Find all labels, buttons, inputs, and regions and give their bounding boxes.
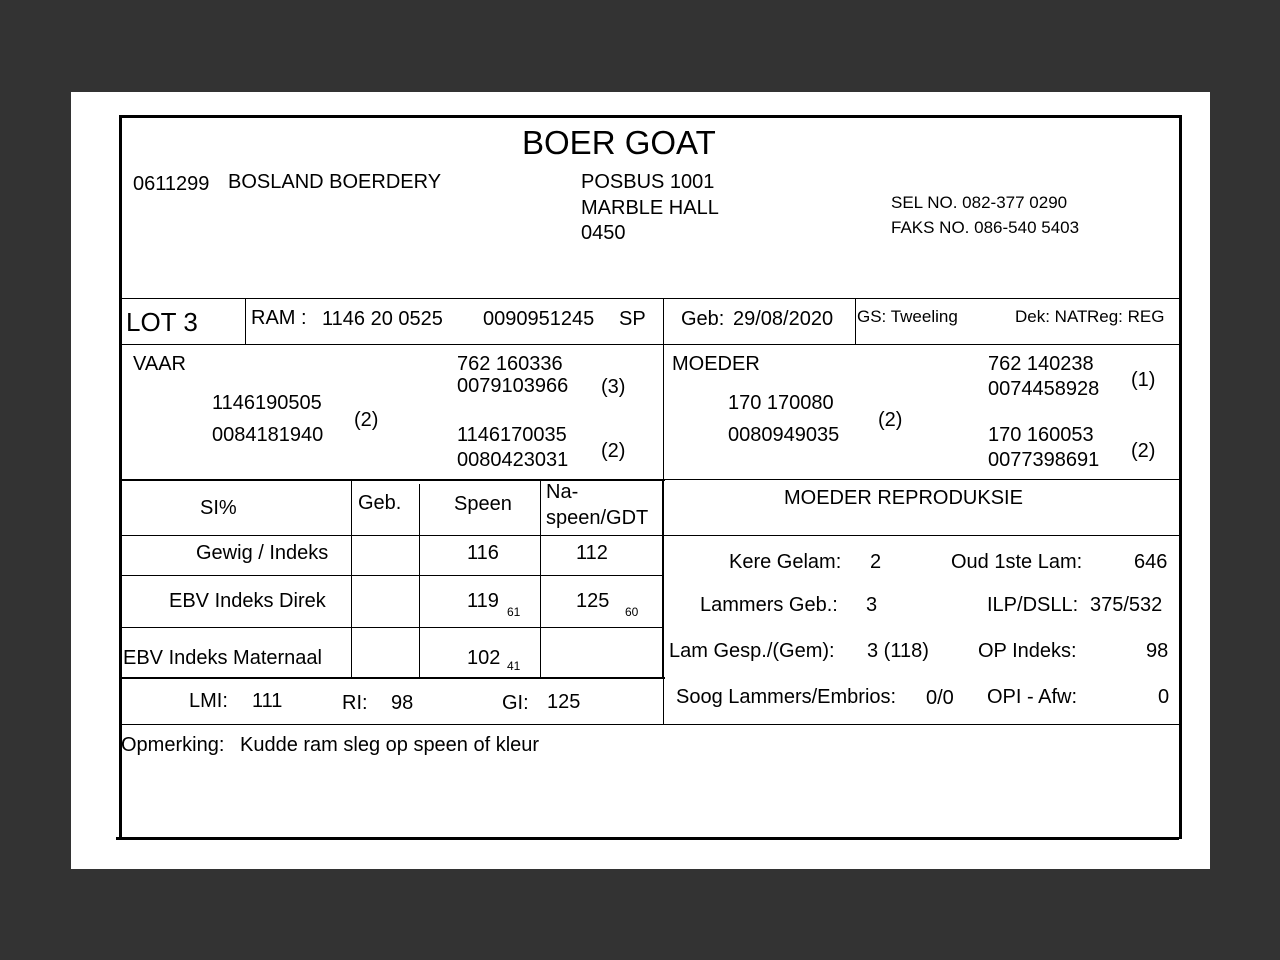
- gi-label: GI:: [502, 692, 529, 714]
- reproduction-title: MOEDER REPRODUKSIE: [784, 487, 1023, 509]
- post-weaning-header-line-1: Na-: [546, 481, 579, 503]
- dam-label: MOEDER: [672, 353, 760, 375]
- lambs-weaned-value: 3 (118): [867, 640, 929, 662]
- remark-text: Kudde ram sleg op speen of kleur: [240, 734, 540, 756]
- address-postcode: 0450: [581, 222, 626, 244]
- age-first-lamb-label: Oud 1ste Lam:: [951, 551, 1083, 573]
- opi-deviation-value: 0: [1158, 686, 1170, 708]
- ebv-direct-weaning: 119: [467, 590, 499, 612]
- ram-label: RAM :: [251, 307, 307, 329]
- weaning-header: Speen: [454, 493, 512, 515]
- dam-grade: (2): [878, 409, 903, 431]
- sire-grade: (2): [354, 409, 379, 431]
- address-line-1: POSBUS 1001: [581, 171, 715, 193]
- ram-grade: SP: [619, 308, 646, 330]
- paternal-granddam-id: 1146170035: [457, 424, 567, 446]
- ebv-direct-weaning-accuracy: 61: [507, 605, 521, 619]
- card-title: BOER GOAT: [522, 124, 716, 161]
- row-label-ebv-maternal: EBV Indeks Maternaal: [123, 647, 322, 669]
- sire-label: VAAR: [133, 353, 186, 375]
- paternal-granddam-grade: (2): [601, 440, 626, 462]
- opi-deviation-label: OPI - Afw:: [987, 686, 1078, 708]
- ilp-dsll-value: 375/532: [1090, 594, 1163, 616]
- ri-value: 98: [391, 692, 414, 714]
- fax-number: FAKS NO. 086-540 5403: [891, 218, 1080, 237]
- paternal-grandsire-id: 762 160336: [457, 353, 563, 375]
- lambs-born-value: 3: [866, 594, 878, 616]
- op-index-value: 98: [1146, 640, 1169, 662]
- maternal-granddam-id: 170 160053: [988, 424, 1094, 446]
- dam-id: 170 170080: [728, 392, 834, 414]
- ebv-direct-post-weaning-accuracy: 60: [625, 605, 639, 619]
- lambs-weaned-label: Lam Gesp./(Gem):: [669, 640, 835, 662]
- lmi-value: 111: [252, 690, 283, 712]
- sire-id: 1146190505: [212, 392, 322, 414]
- registration-status: Reg: REG: [1087, 307, 1165, 326]
- birth-status: GS: Tweeling: [857, 307, 958, 326]
- sire-registration: 0084181940: [212, 424, 324, 446]
- row-label-ebv-direct: EBV Indeks Direk: [169, 590, 326, 612]
- dek-status: Dek: NAT: [1015, 307, 1088, 326]
- paternal-grandsire-registration: 0079103966: [457, 375, 569, 397]
- weight-index-post-weaning: 112: [576, 542, 608, 564]
- lmi-label: LMI:: [189, 690, 228, 712]
- birth-label: Geb:: [681, 308, 725, 330]
- maternal-grandsire-id: 762 140238: [988, 353, 1094, 375]
- si-header: SI%: [200, 497, 237, 519]
- dam-registration: 0080949035: [728, 424, 840, 446]
- remark-label: Opmerking:: [121, 734, 225, 756]
- breeder-name: BOSLAND BOERDERY: [228, 171, 442, 193]
- weight-index-weaning: 116: [467, 542, 499, 564]
- ram-registration: 0090951245: [483, 308, 595, 330]
- maternal-grandsire-registration: 0074458928: [988, 378, 1100, 400]
- cell-number: SEL NO. 082-377 0290: [891, 193, 1068, 212]
- age-first-lamb-value: 646: [1134, 551, 1168, 573]
- post-weaning-header-line-2: speen/GDT: [546, 507, 649, 529]
- lot-number: LOT 3: [126, 307, 198, 337]
- paternal-granddam-registration: 0080423031: [457, 449, 569, 471]
- ebv-direct-post-weaning: 125: [576, 590, 610, 612]
- suckling-lambs-value: 0/0: [926, 687, 954, 709]
- birth-header: Geb.: [358, 492, 402, 514]
- times-lambed-label: Kere Gelam:: [729, 551, 842, 573]
- birth-date: 29/08/2020: [733, 308, 834, 330]
- op-index-label: OP Indeks:: [978, 640, 1077, 662]
- ri-label: RI:: [342, 692, 368, 714]
- gi-value: 125: [547, 691, 581, 713]
- row-label-weight-index: Gewig / Indeks: [196, 542, 329, 564]
- paternal-grandsire-grade: (3): [601, 376, 626, 398]
- maternal-grandsire-grade: (1): [1131, 369, 1156, 391]
- ebv-maternal-weaning: 102: [467, 647, 501, 669]
- times-lambed-value: 2: [870, 551, 882, 573]
- lambs-born-label: Lammers Geb.:: [700, 594, 838, 616]
- ilp-dsll-label: ILP/DSLL:: [987, 594, 1079, 616]
- maternal-granddam-registration: 0077398691: [988, 449, 1100, 471]
- address-line-2: MARBLE HALL: [581, 197, 719, 219]
- suckling-lambs-label: Soog Lammers/Embrios:: [676, 686, 897, 708]
- ebv-maternal-weaning-accuracy: 41: [507, 659, 521, 673]
- breeder-number: 0611299: [133, 173, 210, 195]
- ram-id: 1146 20 0525: [322, 308, 443, 330]
- maternal-granddam-grade: (2): [1131, 440, 1156, 462]
